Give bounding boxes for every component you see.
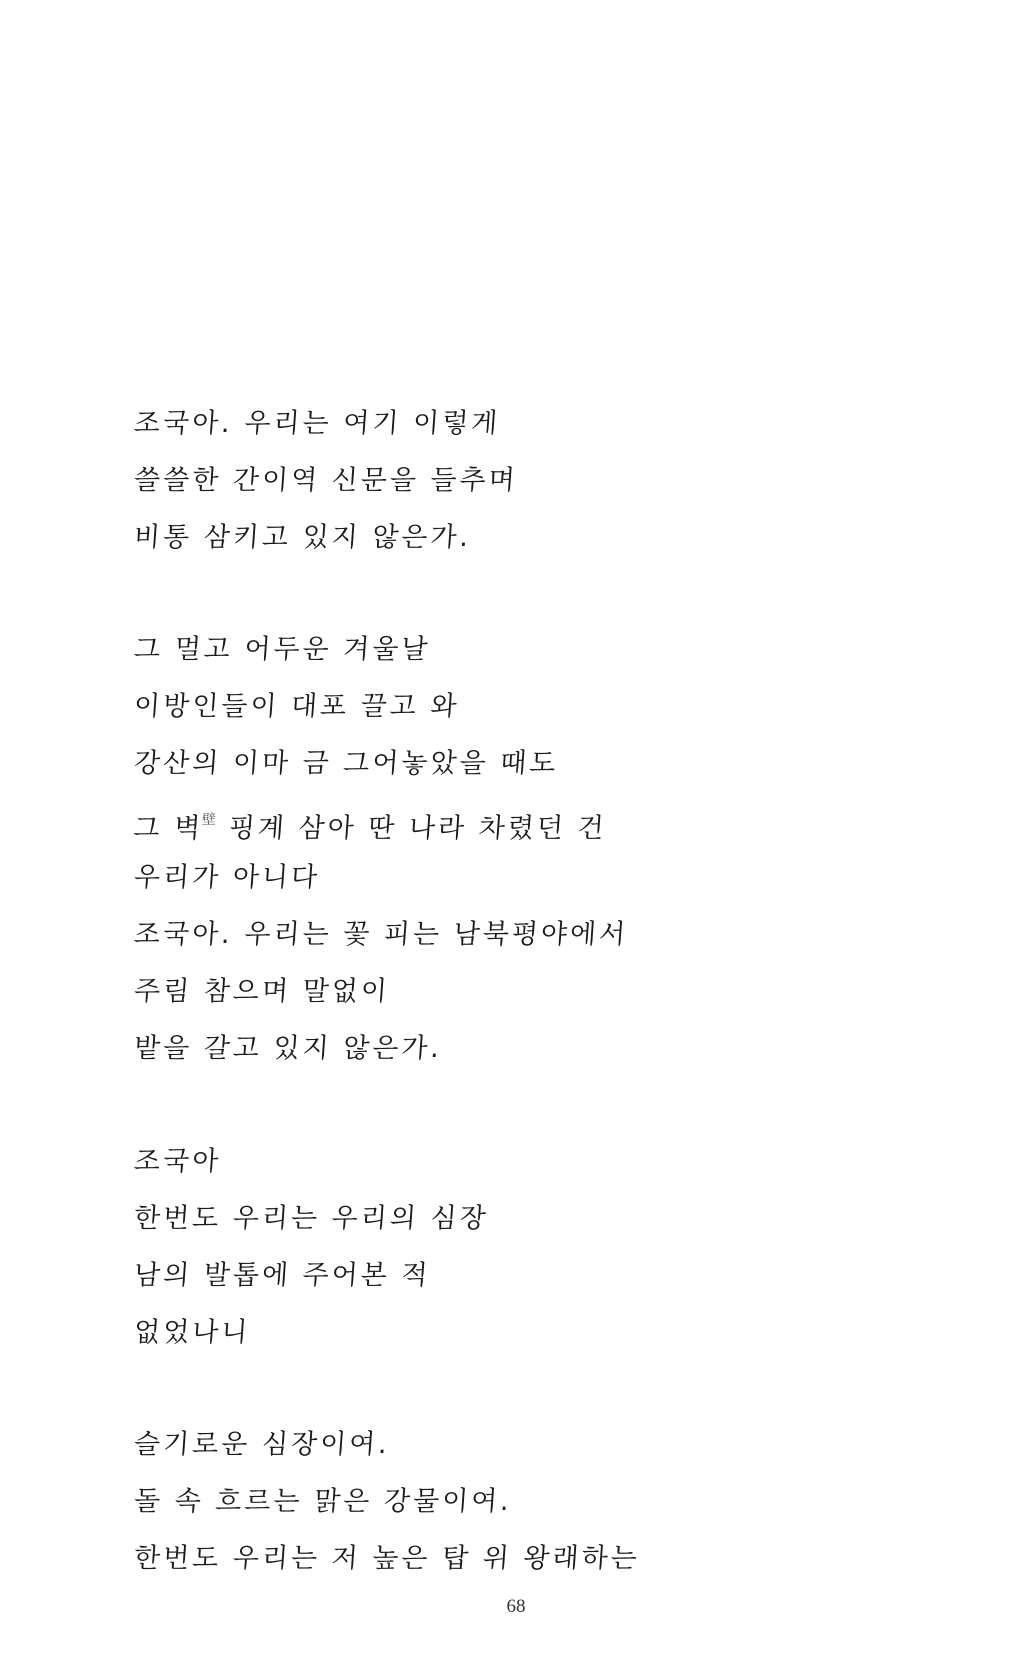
stanza-4 — [134, 1416, 894, 1587]
poem-line: 강산의 이마 금 그어놓았을 때도 — [132, 748, 560, 779]
stanza-1 — [134, 395, 894, 566]
poem-line-segment: 그 벽 — [132, 813, 205, 844]
hanja-annotation: 壁 — [201, 812, 217, 828]
page-number: 68 — [506, 1596, 526, 1617]
poem-line: 쓸쓸한 간이역 신문을 들추며 — [132, 465, 519, 496]
poem-line: 밭을 갈고 있지 않은가. — [132, 1033, 444, 1064]
poem-line: 슬기로운 심장이여. — [132, 1429, 391, 1460]
poem-line: 우리가 아니다 — [132, 862, 322, 893]
stanza-break — [134, 1361, 894, 1416]
poem-line: 이방인들이 대포 끌고 와 — [132, 691, 461, 722]
poem-line: 비통 삼키고 있지 않은가. — [132, 522, 473, 553]
poem-line: 없었나니 — [132, 1317, 252, 1348]
poem-line: 조국아. 우리는 여기 이렇게 — [132, 408, 502, 439]
poem-body — [134, 395, 894, 1587]
poem-line: 한번도 우리는 저 높은 탑 위 왕래하는 — [132, 1543, 641, 1574]
stanza-3 — [134, 1133, 894, 1361]
stanza-break — [134, 566, 894, 621]
poem-line: 조국아 — [132, 1146, 223, 1177]
stanza-2 — [134, 621, 894, 1077]
poem-line: 남의 발톱에 주어본 적 — [132, 1260, 432, 1291]
poem-line: 조국아. 우리는 꽃 피는 남북평야에서 — [132, 919, 630, 950]
stanza-break — [134, 1077, 894, 1133]
poem-line-segment: 핑계 삼아 딴 나라 차렸던 건 — [227, 813, 608, 844]
poem-line: 한번도 우리는 우리의 심장 — [132, 1203, 490, 1234]
poem-line: 주림 참으며 말없이 — [132, 976, 391, 1007]
poem-line: 그 멀고 어두운 겨울날 — [132, 634, 432, 665]
poem-line — [132, 792, 896, 849]
poem-line: 돌 속 흐르는 맑은 강물이여. — [132, 1486, 513, 1517]
